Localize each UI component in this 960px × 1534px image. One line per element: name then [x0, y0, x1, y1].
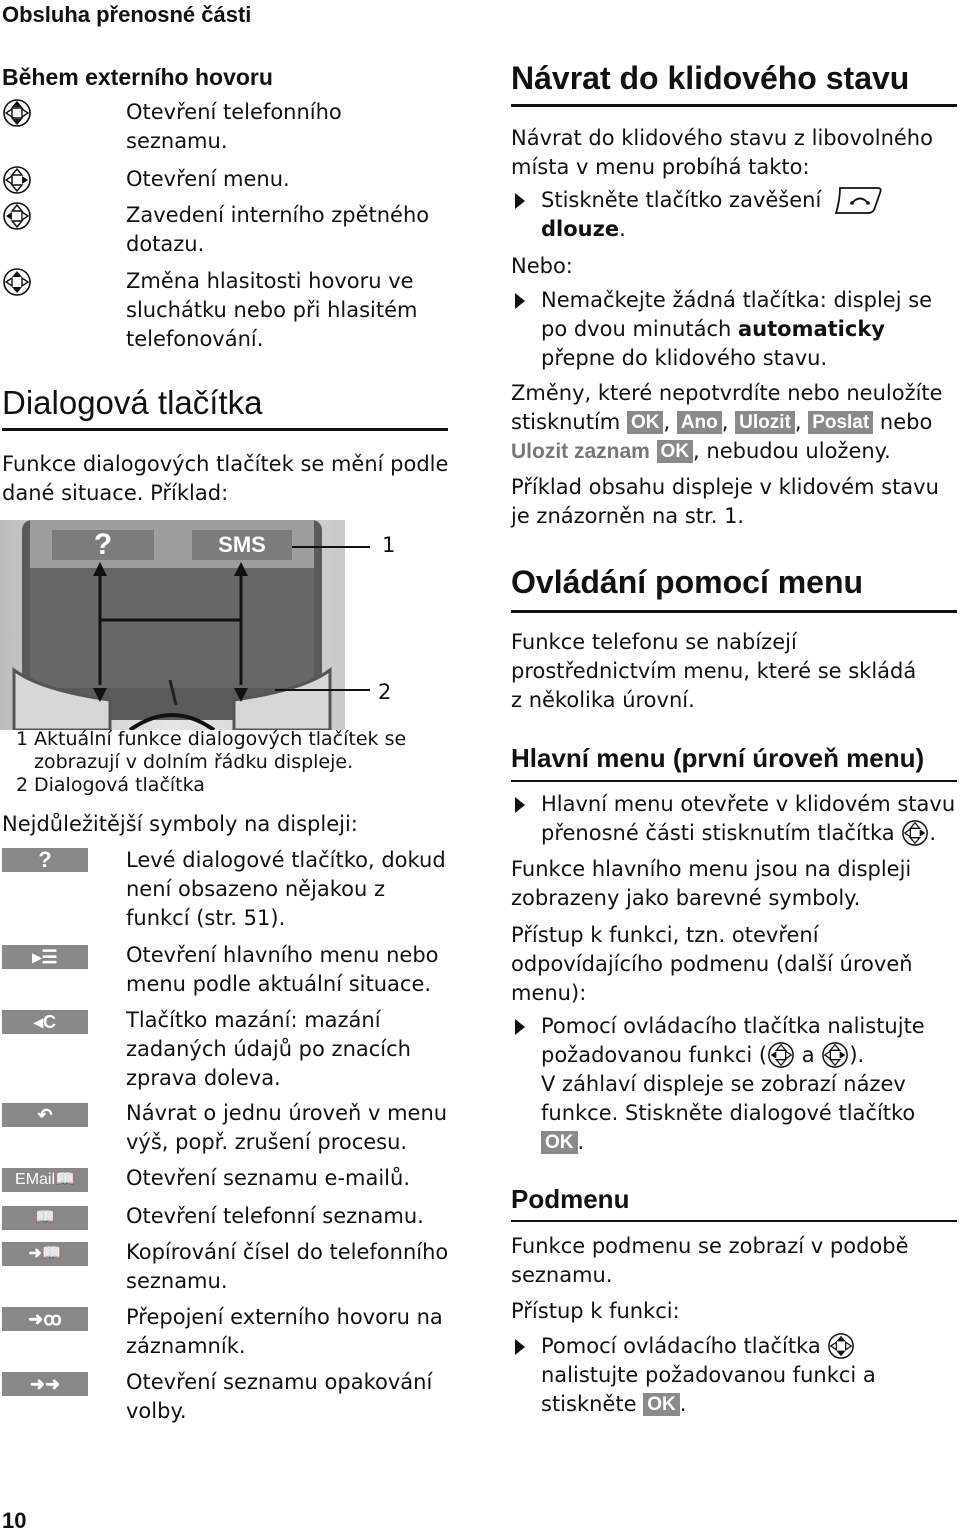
ok-key-label: OK	[643, 1393, 680, 1416]
symbol-desc: Otevření telefonní seznamu.	[126, 1204, 424, 1228]
changes-end: , nebudou uloženy.	[693, 439, 891, 463]
period: .	[929, 821, 937, 845]
main-bullet-2-close: ).	[849, 1043, 865, 1067]
section-rule	[511, 610, 957, 613]
nav-key-right-icon	[2, 165, 32, 195]
menu-softkey-icon: ▸☰	[2, 945, 88, 969]
caption-2-text: Dialogová tlačítka	[34, 774, 205, 796]
section-title-external-call: Během externího hovoru	[2, 64, 273, 90]
delete-softkey-icon: ◂C	[2, 1010, 88, 1034]
idle-bullet-1	[541, 186, 956, 244]
email-list-softkey-icon: EMail📖	[2, 1168, 88, 1192]
period: .	[619, 217, 626, 241]
idle-bullet-2-end: přepne do klidového stavu.	[541, 346, 828, 370]
question-softkey-icon: ?	[2, 848, 88, 872]
symbol-desc: Levé dialogové tlačítko, dokud není obsazeno nějakou z funkcí (str. 51).	[126, 848, 446, 930]
symbol-desc: Otevření hlavního menu nebo menu podle aktuální situace.	[126, 943, 439, 996]
ext-item-text: Změna hlasitosti hovoru ve sluchátku nebo při hlasitém telefonování.	[126, 269, 418, 351]
caption-1-text: Aktuální funkce dialogových tlačítek se zobrazují v dolním řádku displeje.	[34, 728, 407, 773]
copy-to-phonebook-softkey-icon: ➜📖	[2, 1242, 88, 1266]
main-paragraph-2: Přístup k funkci, tzn. otevření odpovídajícího podmenu (další úroveň menu):	[511, 923, 913, 1005]
ok-key-label: OK	[627, 411, 664, 434]
poslat-key-label: Poslat	[808, 411, 873, 434]
page-number: 10	[2, 1508, 27, 1533]
nav-key-left-icon	[767, 1041, 795, 1069]
running-head: Obsluha přenosné části	[2, 2, 252, 27]
ano-key-label: Ano	[677, 411, 722, 434]
section-title-main-menu: Hlavní menu (první úroveň menu)	[511, 743, 925, 773]
nav-key-right-icon	[901, 819, 929, 847]
period: .	[577, 1130, 585, 1154]
sub-paragraph-1: Funkce podmenu se zobrazí v podobě seznamu.	[511, 1234, 909, 1287]
section-rule	[2, 428, 448, 431]
dialog-intro: Funkce dialogových tlačítek se mění podle dané situace. Příklad:	[2, 452, 449, 505]
nebo-word: nebo	[879, 410, 933, 434]
symbol-desc: Tlačítko mazání: mazání zadaných údajů po znacích zprava doleva.	[126, 1008, 411, 1090]
nav-key-right-icon	[821, 1041, 849, 1069]
symbol-desc: Otevření seznamu e-mailů.	[126, 1166, 411, 1190]
section-rule	[511, 1220, 957, 1222]
bullet-icon	[515, 1339, 525, 1355]
main-bullet-1	[541, 790, 956, 848]
changes-paragraph: Změny, které nepotvrdíte nebo neuložíte stisknutím OK , Ano , Ulozit , Poslat nebo Ulozit zaznam OK , nebudou uloženy.	[511, 381, 943, 463]
symbols-title: Nejdůležitější symboly na displeji:	[2, 812, 358, 836]
nav-key-left-icon	[2, 201, 32, 231]
section-title-dialog-keys: Dialogová tlačítka	[2, 384, 263, 421]
nav-key-up-down-icon	[2, 267, 32, 297]
idle-bullet-1-bold: dlouze	[541, 217, 620, 241]
ok-key-label: OK	[657, 440, 694, 463]
main-bullet-2-line2: V záhlaví displeje se zobrazí název funkce. Stiskněte dialogové tlačítko	[541, 1072, 916, 1125]
bullet-icon	[515, 797, 525, 813]
section-rule	[511, 780, 957, 782]
period: .	[679, 1392, 687, 1416]
ulozit-zaznam-label: Ulozit zaznam	[511, 440, 650, 463]
example-paragraph: Příklad obsahu displeje v klidovém stavu je znázorněn na str. 1.	[511, 475, 939, 528]
bullet-icon	[515, 1019, 525, 1035]
ext-item-text: Otevření telefonního seznamu.	[126, 100, 342, 153]
back-softkey-icon: ↶	[2, 1103, 88, 1127]
section-title-idle: Návrat do klidového stavu	[511, 60, 910, 96]
idle-bullet-2-text: Nemačkejte žádná tlačítka: displej se po dvou minutách	[541, 288, 933, 341]
section-rule	[511, 104, 957, 107]
ext-item-text: Otevření menu.	[126, 167, 290, 191]
nav-key-up-down-icon	[2, 98, 32, 128]
changes-text: Změny, které nepotvrdíte nebo neuložíte stisknutím	[511, 381, 943, 434]
bullet-icon	[515, 193, 525, 209]
caption-2-number: 2	[16, 774, 29, 796]
symbol-desc: Přepojení externího hovoru na záznamník.	[126, 1305, 443, 1358]
symbol-desc: Kopírování čísel do telefonního seznamu.	[126, 1240, 449, 1293]
figure-callout-2: 2	[378, 680, 392, 704]
sub-bullet-1-text: Pomocí ovládacího tlačítka	[541, 1334, 821, 1358]
idle-intro: Návrat do klidového stavu z libovolného místa v menu probíhá takto:	[511, 126, 933, 179]
ulozit-key-label: Ulozit	[735, 411, 795, 434]
transfer-to-answering-machine-softkey-icon: ➜ꝏ	[2, 1307, 88, 1331]
main-bullet-2-text: Pomocí ovládacího tlačítka nalistujte požadovanou funkci (	[541, 1014, 925, 1067]
idle-bullet-1-text: Stiskněte tlačítko zavěšení	[541, 188, 822, 212]
sub-paragraph-2: Přístup k funkci:	[511, 1299, 680, 1323]
main-bullet-1-text: Hlavní menu otevřete v klidovém stavu přenosné části stisknutím tlačítka	[541, 792, 956, 845]
main-bullet-2	[541, 1012, 956, 1157]
caption-1-number: 1	[16, 728, 29, 750]
redial-list-softkey-icon: ➜➜	[2, 1372, 88, 1396]
phonebook-softkey-icon: 📖	[2, 1206, 88, 1230]
figure-softkey-left: ?	[93, 528, 113, 561]
ok-key-label: OK	[541, 1131, 578, 1154]
main-paragraph-1: Funkce hlavního menu jsou na displeji zobrazeny jako barevné symboly.	[511, 857, 912, 910]
nebo-label: Nebo:	[511, 254, 573, 278]
figure-softkey-right: SMS	[218, 532, 266, 557]
sub-bullet-1	[541, 1332, 901, 1419]
ext-item-text: Zavedení interního zpětného dotazu.	[126, 203, 430, 256]
bullet-icon	[515, 293, 525, 309]
symbol-desc: Návrat o jednu úroveň v menu výš, popř. zrušení procesu.	[126, 1101, 448, 1154]
figure-callout-1: 1	[382, 533, 396, 557]
and-word: a	[801, 1043, 815, 1067]
symbol-desc: Otevření seznamu opakování volby.	[126, 1370, 433, 1423]
section-title-submenu: Podmenu	[511, 1184, 630, 1214]
sub-bullet-1-mid: nalistujte požadovanou funkci a stiskněte	[541, 1363, 876, 1416]
menu-intro: Funkce telefonu se nabízejí prostřednictvím menu, které se skládá z několika úrovní.	[511, 630, 917, 712]
nav-key-up-down-icon	[827, 1332, 855, 1360]
section-title-menu: Ovládání pomocí menu	[511, 564, 864, 600]
end-call-key-icon	[834, 186, 884, 214]
idle-bullet-2	[541, 286, 941, 373]
idle-bullet-2-bold: automaticky	[738, 317, 885, 341]
